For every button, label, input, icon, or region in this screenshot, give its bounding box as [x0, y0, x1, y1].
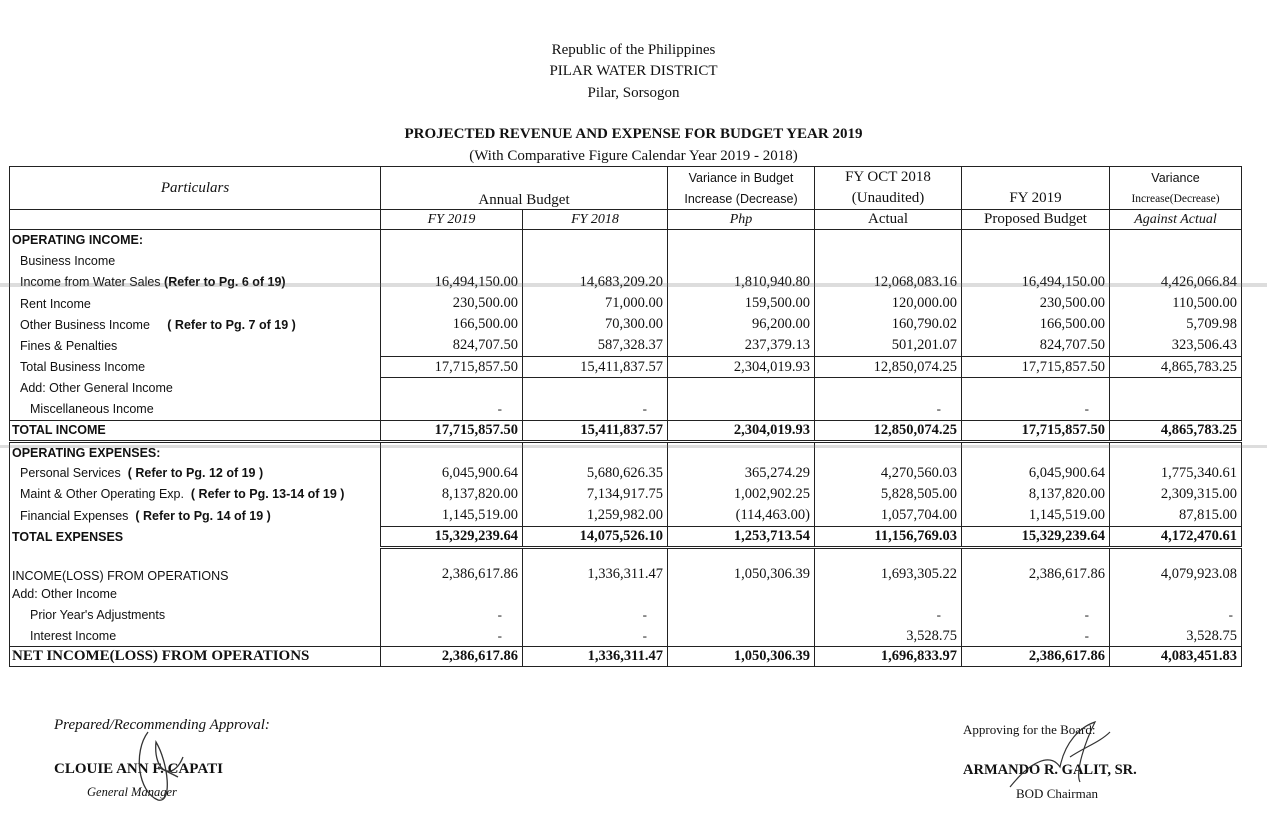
- table-row: [10, 399, 1242, 420]
- cell-fy2018: 14,075,526.10: [523, 526, 668, 547]
- cell-variance-actual: 4,865,783.25: [1110, 420, 1242, 441]
- cell-variance-budget: 1,050,306.39: [668, 647, 815, 667]
- approving-label: Approving for the Board:: [963, 722, 1096, 737]
- cell-variance-actual: 3,528.75: [1110, 626, 1242, 647]
- col-particulars: Particulars: [10, 167, 381, 210]
- cell-fy2019: 8,137,820.00: [381, 484, 523, 505]
- cell-variance-actual: 1,775,340.61: [1110, 463, 1242, 484]
- row-label: Personal Services: [20, 466, 121, 481]
- cell-variance-actual: 4,079,923.08: [1110, 555, 1242, 583]
- cell-variance-actual: 5,709.98: [1110, 314, 1242, 335]
- table-row: [10, 335, 1242, 356]
- label-add-other-general: Add: Other General Income: [10, 378, 381, 399]
- cell-proposed: -: [962, 605, 1110, 626]
- row-label: NET INCOME(LOSS) FROM OPERATIONS: [10, 647, 381, 667]
- table-row: [10, 626, 1242, 647]
- cell-fy2019: 15,329,239.64: [381, 526, 523, 547]
- header-line-republic: Republic of the Philippines: [551, 42, 716, 58]
- cell-variance-budget: 96,200.00: [668, 314, 815, 335]
- row-label: Fines & Penalties: [10, 335, 381, 356]
- cell-proposed: 17,715,857.50: [962, 420, 1110, 441]
- table-row: [10, 526, 1242, 547]
- col-against-actual: Against Actual: [1110, 210, 1242, 230]
- cell-fy2018: 7,134,917.75: [523, 484, 668, 505]
- row-label: Interest Income: [10, 626, 381, 647]
- cell-proposed: 230,500.00: [962, 293, 1110, 314]
- cell-variance-budget: 365,274.29: [668, 463, 815, 484]
- cell-variance-budget: (114,463.00): [668, 505, 815, 526]
- cell-variance-actual: 2,309,315.00: [1110, 484, 1242, 505]
- cell-variance-budget: [668, 605, 815, 626]
- cell-actual: 501,201.07: [815, 335, 962, 356]
- approving-title: BOD Chairman: [1016, 786, 1098, 801]
- cell-variance-budget: 1,810,940.80: [668, 272, 815, 293]
- cell-fy2019: 230,500.00: [381, 293, 523, 314]
- cell-variance-budget: [668, 399, 815, 420]
- row-label: TOTAL EXPENSES: [10, 526, 381, 547]
- cell-fy2018: -: [523, 626, 668, 647]
- row-ref: ( Refer to Pg. 12 of 19 ): [127, 466, 264, 481]
- row-label: Other Business Income: [20, 317, 150, 332]
- cell-fy2018: 15,411,837.57: [523, 357, 668, 378]
- cell-variance-actual: [1110, 399, 1242, 420]
- cell-fy2019: 166,500.00: [381, 314, 523, 335]
- cell-variance-budget: 159,500.00: [668, 293, 815, 314]
- cell-variance-actual: 4,172,470.61: [1110, 526, 1242, 547]
- col-proposed: Proposed Budget: [962, 210, 1110, 230]
- row-label: Total Business Income: [10, 357, 381, 378]
- cell-proposed: -: [962, 626, 1110, 647]
- approving-name: ARMANDO R. GALIT, SR.: [963, 762, 1137, 778]
- cell-actual: 5,828,505.00: [815, 484, 962, 505]
- prepared-name: CLOUIE ANN F. CAPATI: [54, 761, 223, 777]
- cell-proposed: 2,386,617.86: [962, 555, 1110, 583]
- cell-variance-actual: 323,506.43: [1110, 335, 1242, 356]
- col-actual: Actual: [815, 210, 962, 230]
- table-row: [10, 293, 1242, 314]
- col-annual-budget: Annual Budget: [381, 167, 668, 210]
- cell-fy2019: -: [381, 605, 523, 626]
- col-fy2019b: FY 2019: [962, 189, 1110, 210]
- cell-variance-budget: [668, 626, 815, 647]
- cell-fy2018: 5,680,626.35: [523, 463, 668, 484]
- cell-fy2018: 1,259,982.00: [523, 505, 668, 526]
- cell-fy2019: -: [381, 399, 523, 420]
- cell-variance-actual: 4,083,451.83: [1110, 647, 1242, 667]
- row-label: Rent Income: [10, 293, 381, 314]
- row-ref: ( Refer to Pg. 13-14 of 19 ): [190, 487, 345, 502]
- cell-fy2018: 71,000.00: [523, 293, 668, 314]
- label-add-other-income: Add: Other Income: [10, 583, 381, 604]
- table-row: [10, 420, 1242, 441]
- cell-variance-budget: 1,253,713.54: [668, 526, 815, 547]
- col-variance-1: Variance: [1110, 167, 1242, 189]
- col-variance-2: Increase(Decrease): [1110, 189, 1242, 210]
- table-row: [10, 463, 1242, 484]
- header-line-location: Pilar, Sorsogon: [587, 85, 680, 101]
- cell-fy2019: 1,145,519.00: [381, 505, 523, 526]
- cell-fy2018: 1,336,311.47: [523, 647, 668, 667]
- col-fy2019: FY 2019: [381, 210, 523, 230]
- row-label: Financial Expenses: [20, 508, 129, 523]
- cell-proposed: 2,386,617.86: [962, 647, 1110, 667]
- prepared-label: Prepared/Recommending Approval:: [54, 717, 270, 733]
- cell-proposed: 16,494,150.00: [962, 272, 1110, 293]
- cell-variance-budget: 1,002,902.25: [668, 484, 815, 505]
- col-php: Php: [668, 210, 815, 230]
- label-business-income: Business Income: [10, 251, 381, 272]
- cell-fy2019: -: [381, 626, 523, 647]
- cell-proposed: 824,707.50: [962, 335, 1110, 356]
- cell-actual: 120,000.00: [815, 293, 962, 314]
- table-row: [10, 605, 1242, 626]
- row-ref: (Refer to Pg. 6 of 19): [164, 275, 286, 290]
- cell-actual: 3,528.75: [815, 626, 962, 647]
- cell-proposed: 6,045,900.64: [962, 463, 1110, 484]
- table-row: [10, 555, 1242, 583]
- cell-fy2019: 6,045,900.64: [381, 463, 523, 484]
- row-label: Income from Water Sales: [20, 275, 161, 290]
- document-subtitle: (With Comparative Figure Calendar Year 2019 - 2018): [469, 148, 798, 164]
- cell-fy2018: 1,336,311.47: [523, 555, 668, 583]
- col-variance-budget-1: Variance in Budget: [668, 167, 815, 189]
- cell-variance-actual: 87,815.00: [1110, 505, 1242, 526]
- row-label: Miscellaneous Income: [10, 399, 381, 420]
- cell-proposed: 15,329,239.64: [962, 526, 1110, 547]
- cell-fy2019: 824,707.50: [381, 335, 523, 356]
- signature-galit: [1000, 712, 1130, 802]
- row-label: Maint & Other Operating Exp.: [20, 487, 184, 502]
- col-variance-budget-2: Increase (Decrease): [668, 189, 815, 210]
- cell-fy2018: -: [523, 399, 668, 420]
- cell-variance-budget: 2,304,019.93: [668, 357, 815, 378]
- cell-proposed: -: [962, 399, 1110, 420]
- row-label: INCOME(LOSS) FROM OPERATIONS: [10, 555, 381, 583]
- cell-fy2018: 14,683,209.20: [523, 272, 668, 293]
- table-row: [10, 357, 1242, 378]
- row-label: TOTAL INCOME: [10, 420, 381, 441]
- scan-artifact: [0, 445, 1267, 448]
- cell-proposed: 1,145,519.00: [962, 505, 1110, 526]
- signature-capati: [128, 722, 198, 807]
- cell-variance-budget: 237,379.13: [668, 335, 815, 356]
- cell-fy2018: -: [523, 605, 668, 626]
- table-row: [10, 647, 1242, 667]
- cell-actual: 4,270,560.03: [815, 463, 962, 484]
- cell-fy2018: 587,328.37: [523, 335, 668, 356]
- header-line-district: PILAR WATER DISTRICT: [549, 63, 718, 79]
- row-ref: ( Refer to Pg. 14 of 19 ): [135, 508, 271, 523]
- cell-proposed: 17,715,857.50: [962, 357, 1110, 378]
- cell-fy2019: 2,386,617.86: [381, 647, 523, 667]
- cell-fy2019: 17,715,857.50: [381, 357, 523, 378]
- cell-variance-actual: 4,426,066.84: [1110, 272, 1242, 293]
- cell-proposed: 8,137,820.00: [962, 484, 1110, 505]
- cell-fy2018: 15,411,837.57: [523, 420, 668, 441]
- table-row: [10, 314, 1242, 335]
- cell-actual: 1,696,833.97: [815, 647, 962, 667]
- cell-actual: -: [815, 605, 962, 626]
- row-label: Prior Year's Adjustments: [10, 605, 381, 626]
- cell-variance-budget: 1,050,306.39: [668, 555, 815, 583]
- document-title: PROJECTED REVENUE AND EXPENSE FOR BUDGET YEAR 2019: [404, 126, 863, 142]
- col-fy2018: FY 2018: [523, 210, 668, 230]
- cell-variance-budget: 2,304,019.93: [668, 420, 815, 441]
- scan-artifact: [0, 283, 1267, 287]
- budget-table: [9, 166, 1242, 667]
- cell-fy2019: 2,386,617.86: [381, 555, 523, 583]
- table-row: [10, 484, 1242, 505]
- cell-variance-actual: 4,865,783.25: [1110, 357, 1242, 378]
- cell-actual: 11,156,769.03: [815, 526, 962, 547]
- cell-actual: 1,057,704.00: [815, 505, 962, 526]
- row-ref: ( Refer to Pg. 7 of 19 ): [167, 317, 296, 332]
- section-operating-income: OPERATING INCOME:: [10, 230, 381, 251]
- section-operating-expenses: OPERATING EXPENSES:: [10, 441, 381, 462]
- cell-actual: 12,850,074.25: [815, 420, 962, 441]
- col-fy-oct-1: FY OCT 2018: [815, 167, 962, 189]
- cell-actual: 12,068,083.16: [815, 272, 962, 293]
- cell-proposed: 166,500.00: [962, 314, 1110, 335]
- cell-variance-actual: 110,500.00: [1110, 293, 1242, 314]
- cell-actual: -: [815, 399, 962, 420]
- cell-variance-actual: -: [1110, 605, 1242, 626]
- cell-actual: 160,790.02: [815, 314, 962, 335]
- cell-actual: 1,693,305.22: [815, 555, 962, 583]
- col-fy-oct-2: (Unaudited): [815, 189, 962, 210]
- cell-fy2019: 17,715,857.50: [381, 420, 523, 441]
- table-row: [10, 505, 1242, 526]
- cell-actual: 12,850,074.25: [815, 357, 962, 378]
- prepared-title: General Manager: [87, 785, 177, 799]
- cell-fy2018: 70,300.00: [523, 314, 668, 335]
- cell-fy2019: 16,494,150.00: [381, 272, 523, 293]
